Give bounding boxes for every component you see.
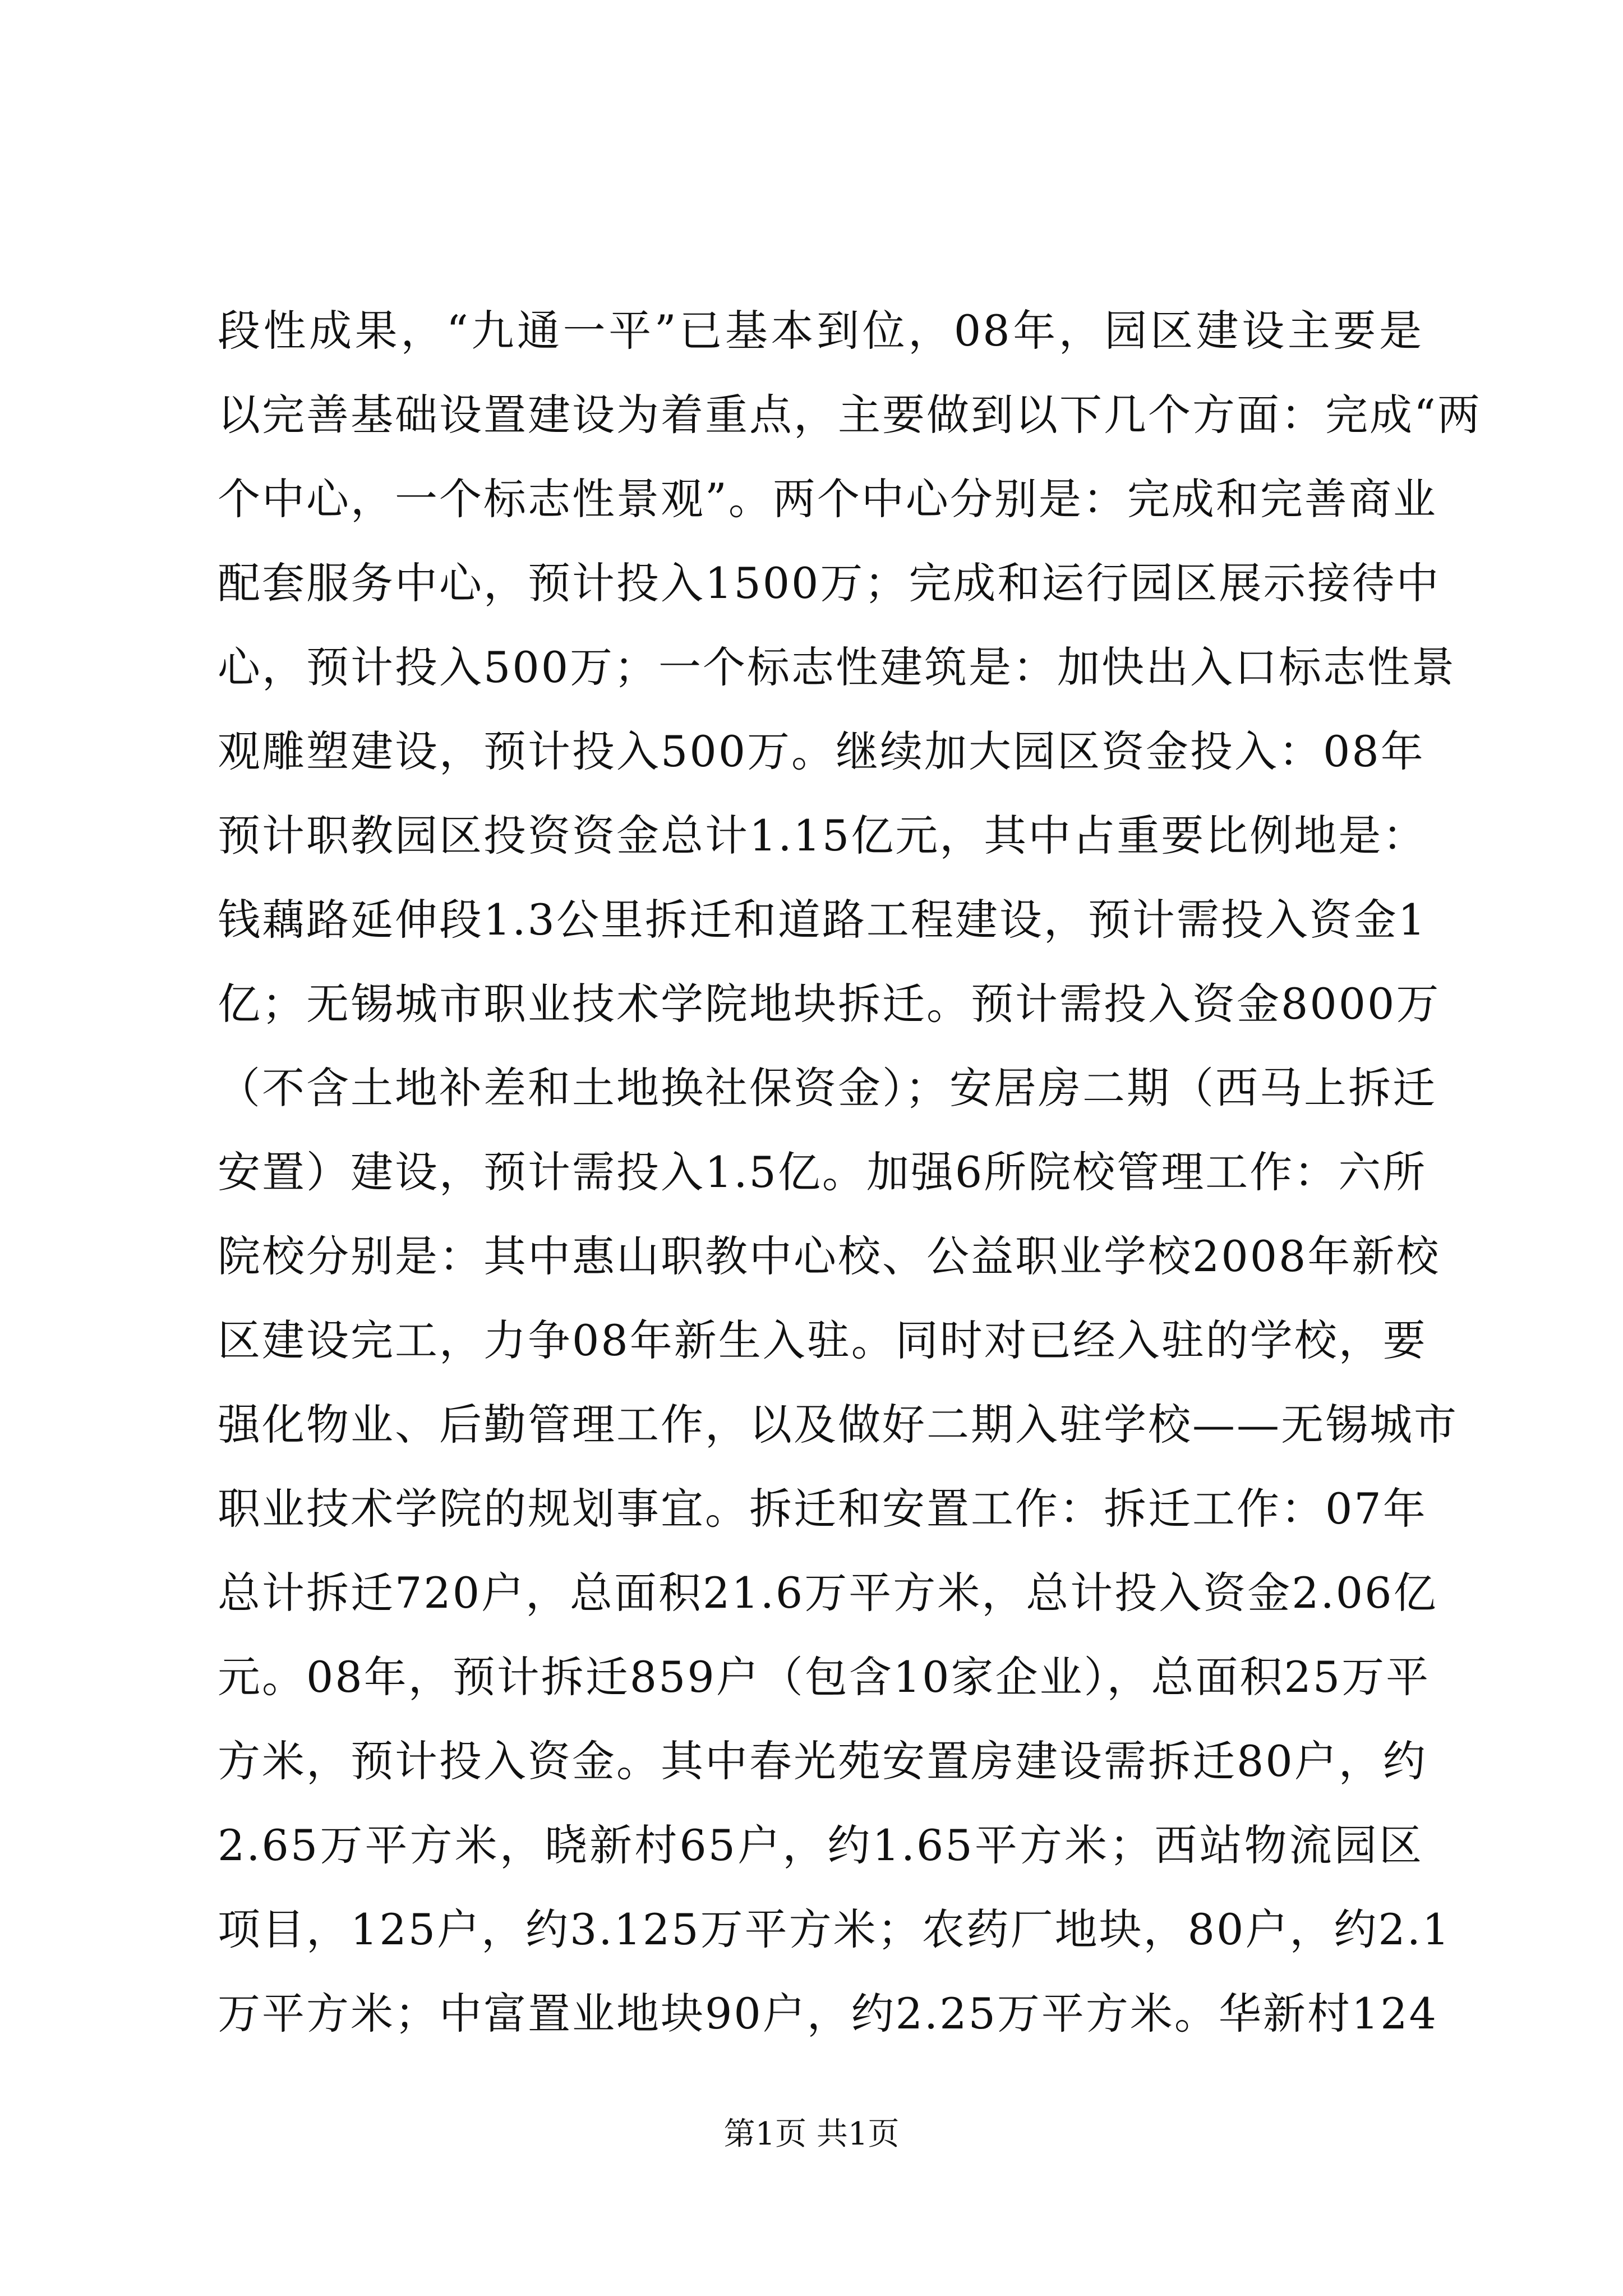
text-line-1: 段性成果，“九通一平”已基本到位，08年，园区建设主要是 (218, 306, 1423, 356)
text-line-14: 强化物业、后勤管理工作，以及做好二期入驻学校——无锡城市 (218, 1400, 1458, 1450)
text-line-16: 总计拆迁720户，总面积21.6万平方米，总计投入资金2.06亿 (218, 1568, 1438, 1618)
text-line-5: 心，预计投入500万；一个标志性建筑是：加快出入口标志性景 (218, 642, 1456, 692)
text-line-2: 以完善基础设置建设为着重点，主要做到以下几个方面：完成“两 (218, 390, 1482, 440)
text-line-13: 区建设完工，力争08年新生入驻。同时对已经入驻的学校，要 (218, 1315, 1427, 1365)
text-line-4: 配套服务中心，预计投入1500万；完成和运行园区展示接待中 (218, 558, 1441, 608)
text-line-8: 钱藕路延伸段1.3公里拆迁和道路工程建设，预计需投入资金1 (218, 895, 1427, 945)
text-line-9: 亿；无锡城市职业技术学院地块拆迁。预计需投入资金8000万 (218, 979, 1441, 1029)
text-line-21: 万平方米；中富置业地块90户，约2.25万平方米。华新村124 (218, 1989, 1438, 2039)
page-footer (0, 2112, 1623, 2157)
text-line-17: 元。08年，预计拆迁859户（包含10家企业），总面积25万平 (218, 1652, 1431, 1702)
text-line-3: 个中心，一个标志性景观”。两个中心分别是：完成和完善商业 (218, 474, 1437, 524)
text-line-15: 职业技术学院的规划事宜。拆迁和安置工作：拆迁工作：07年 (218, 1484, 1427, 1534)
text-line-6: 观雕塑建设，预计投入500万。继续加大园区资金投入：08年 (218, 726, 1425, 776)
text-line-10: （不含土地补差和土地换社保资金）；安居房二期（西马上拆迁 (218, 1063, 1437, 1113)
text-line-19: 2.65万平方米，晓新村65户，约1.65平方米；西站物流园区 (218, 1820, 1423, 1870)
text-line-11: 安置）建设，预计需投入1.5亿。加强6所院校管理工作：六所 (218, 1147, 1427, 1197)
text-line-12: 院校分别是：其中惠山职教中心校、公益职业学校2008年新校 (218, 1231, 1441, 1281)
text-line-7: 预计职教园区投资资金总计1.15亿元，其中占重要比例地是： (218, 811, 1427, 861)
body-text (218, 289, 1482, 2056)
text-line-20: 项目，125户，约3.125万平方米；农药厂地块，80户，约2.1 (218, 1904, 1451, 1954)
page-number: 第1页 共1页 (723, 2116, 900, 2152)
text-line-18: 方米，预计投入资金。其中春光苑安置房建设需拆迁80户，约 (218, 1736, 1427, 1786)
